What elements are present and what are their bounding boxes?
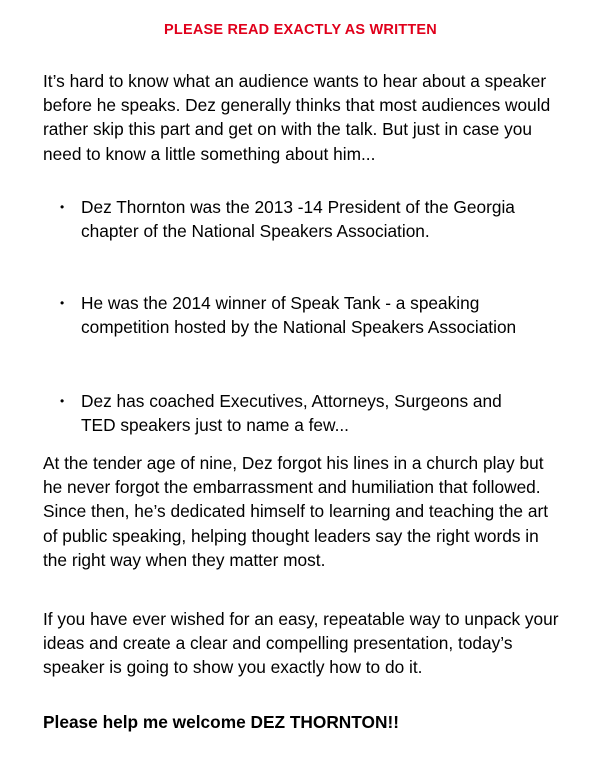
- welcome-line: Please help me welcome DEZ THORNTON!!: [43, 712, 399, 732]
- bullet-item: [60, 195, 521, 243]
- bullet-text: Dez has coached Executives, Attorneys, Surgeons and TED speakers just to name a few...: [81, 391, 502, 436]
- bullet-item: [60, 291, 521, 339]
- bullet-text: He was the 2014 winner of Speak Tank - a speaking competition hosted by the National Speakers Association: [81, 293, 517, 338]
- bullet-text: Dez Thornton was the 2013 -14 President of the Georgia chapter of the National Speakers Association.: [81, 197, 515, 242]
- bullet-item: [60, 389, 521, 437]
- page-title: PLEASE READ EXACTLY AS WRITTEN: [164, 22, 437, 38]
- bullet-marker: •: [60, 200, 65, 214]
- intro-paragraph: It’s hard to know what an audience wants to hear about a speaker before he speaks. Dez generally thinks that most audiences would rather skip this part and get on with the talk. But just in case you need to know a little something about him...: [43, 71, 551, 164]
- story-paragraph: At the tender age of nine, Dez forgot his lines in a church play but he never forgot the embarrassment and humiliation that followed. Since then, he’s dedicated himself to learning and teaching the art of public speaking, helping thought leaders say the right words in the right way when they matter most.: [43, 453, 549, 570]
- bullet-marker: •: [60, 296, 65, 310]
- bullet-marker: •: [60, 394, 65, 408]
- offer-paragraph: If you have ever wished for an easy, repeatable way to unpack your ideas and create a clear and compelling presentation, today’s speaker is going to show you exactly how to do it.: [43, 609, 559, 678]
